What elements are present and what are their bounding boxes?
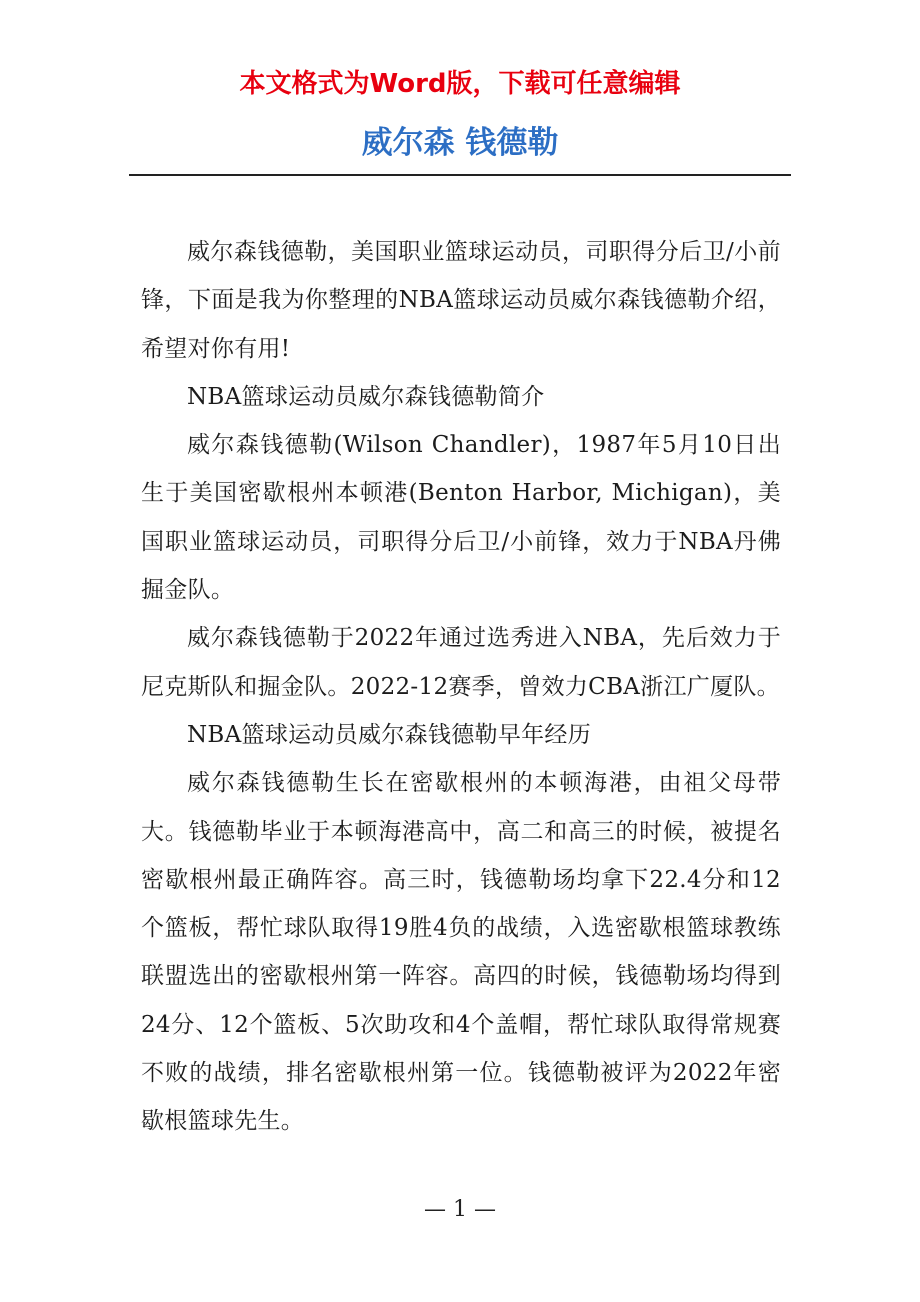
section-heading-profile: NBA篮球运动员威尔森钱德勒简介	[187, 383, 545, 410]
profile-paragraph: 威尔森钱德勒(Wilson Chandler)，1987年5月10日出生于美国密歇根州本顿港(Benton Harbor, Michigan)，美国职业篮球运动员，司职得分后卫/小前锋，效力于NBA丹佛掘金队。	[141, 432, 781, 604]
document-title: 威尔森 钱德勒	[361, 125, 559, 161]
title-divider	[129, 174, 791, 176]
document-body	[141, 228, 781, 1146]
intro-paragraph: 威尔森钱德勒，美国职业篮球运动员，司职得分后卫/小前锋，下面是我为你整理的NBA篮球运动员威尔森钱德勒介绍，希望对你有用!	[141, 239, 781, 362]
career-paragraph: 威尔森钱德勒于2022年通过选秀进入NBA，先后效力于尼克斯队和掘金队。2022-12赛季，曾效力CBA浙江广厦队。	[141, 625, 781, 700]
editable-notice-banner: 本文格式为Word版，下载可任意编辑	[239, 69, 681, 99]
early-life-paragraph: 威尔森钱德勒生长在密歇根州的本顿海港，由祖父母带大。钱德勒毕业于本顿海港高中，高二和高三的时候，被提名密歇根州最正确阵容。高三时，钱德勒场均拿下22.4分和12个篮板，帮忙球队取得19胜4负的战绩，入选密歇根篮球教练联盟选出的密歇根州第一阵容。高四的时候，钱德勒场均得到24分、12个篮板、5次助攻和4个盖帽，帮忙球队取得常规赛不败的战绩，排名密歇根州第一位。钱德勒被评为2022年密歇根篮球先生。	[141, 770, 781, 1135]
page-number: — 1 —	[424, 1197, 496, 1222]
section-heading-early-life: NBA篮球运动员威尔森钱德勒早年经历	[187, 721, 592, 748]
